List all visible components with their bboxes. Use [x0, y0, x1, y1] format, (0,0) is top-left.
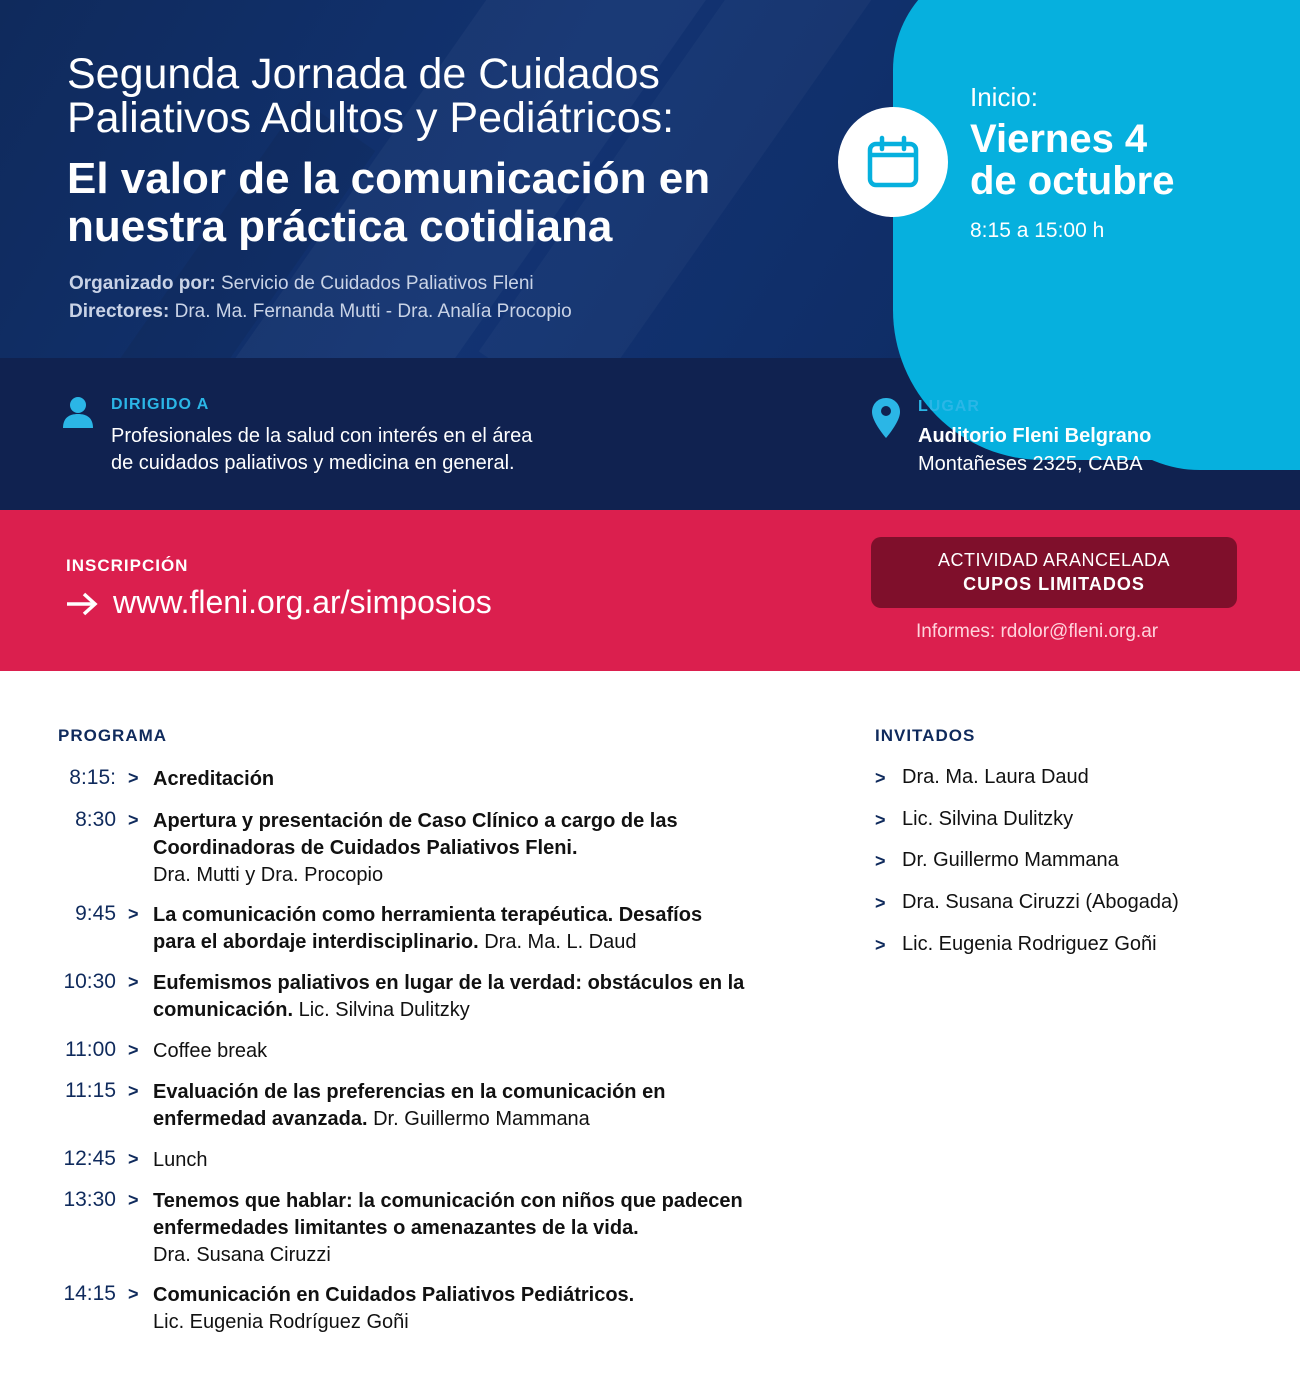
program-topic: Evaluación de las preferencias en la comunicación en	[153, 1081, 666, 1103]
program-text	[153, 902, 843, 956]
program-text	[153, 808, 843, 889]
audience-text	[111, 423, 631, 477]
program-speaker: Lic. Silvina Dulitzky	[293, 999, 470, 1021]
chevron-right-icon: >	[128, 1081, 139, 1101]
program-speaker: Dr. Guillermo Mammana	[367, 1108, 590, 1130]
person-icon	[62, 396, 94, 428]
program-topic: Coffee break	[153, 1040, 268, 1062]
program-topic: Acreditación	[153, 768, 275, 790]
chevron-right-icon: >	[875, 935, 886, 955]
program-time: 12:45	[63, 1147, 116, 1170]
event-subtitle-line: El valor de la comunicación en	[67, 154, 711, 203]
organizer-label: Organizado por:	[69, 273, 216, 294]
chevron-right-icon: >	[128, 1284, 139, 1304]
chevron-right-icon: >	[875, 768, 886, 788]
registration-title: INSCRIPCIÓN	[66, 556, 189, 575]
calendar-badge	[838, 107, 948, 217]
program-topic: Lunch	[153, 1149, 208, 1171]
event-subtitle	[67, 155, 827, 251]
program-speaker: Dra. Ma. L. Daud	[478, 931, 637, 953]
program-time: 11:15	[65, 1079, 116, 1102]
contact-email[interactable]: Informes: rdolor@fleni.org.ar	[916, 621, 1159, 642]
guest-name: Dra. Ma. Laura Daud	[902, 766, 1089, 788]
chevron-right-icon: >	[128, 1149, 139, 1169]
guest-name: Dr. Guillermo Mammana	[902, 849, 1119, 871]
program-text	[153, 766, 843, 793]
directors-value: Dra. Ma. Fernanda Mutti - Dra. Analía Procopio	[169, 301, 572, 322]
chevron-right-icon: >	[128, 972, 139, 992]
program-time: 14:15	[63, 1282, 116, 1305]
registration-link[interactable]: www.fleni.org.ar/simposios	[113, 584, 492, 620]
audience-text-line: de cuidados paliativos y medicina en general.	[111, 452, 515, 474]
program-time: 11:00	[65, 1038, 116, 1061]
guest-name: Lic. Eugenia Rodriguez Goñi	[902, 933, 1157, 955]
program-title: PROGRAMA	[58, 726, 168, 745]
fee-notice-line: CUPOS LIMITADOS	[963, 574, 1145, 594]
audience-title: DIRIGIDO A	[111, 396, 210, 413]
chevron-right-icon: >	[128, 810, 139, 830]
start-date-line: Viernes 4	[970, 117, 1148, 161]
start-label: Inicio:	[970, 82, 1038, 112]
program-speaker: Dra. Mutti y Dra. Procopio	[153, 864, 384, 886]
calendar-icon	[865, 134, 921, 190]
program-speaker: Lic. Eugenia Rodríguez Goñi	[153, 1311, 409, 1333]
chevron-right-icon: >	[875, 893, 886, 913]
program-text	[153, 1079, 843, 1133]
program-text	[153, 1147, 843, 1174]
program-topic: comunicación.	[153, 999, 294, 1021]
program-topic: para el abordaje interdisciplinario.	[153, 931, 479, 953]
start-date	[970, 118, 1270, 202]
guests-title: INVITADOS	[875, 726, 976, 745]
program-topic: Comunicación en Cuidados Paliativos Pediátricos.	[153, 1284, 635, 1306]
program-text	[153, 970, 843, 1024]
program-time: 9:45	[75, 902, 116, 925]
program-speaker: Dra. Susana Ciruzzi	[153, 1244, 331, 1266]
event-title-line: Paliativos Adultos y Pediátricos:	[67, 94, 675, 142]
program-topic: enfermedad avanzada.	[153, 1108, 368, 1130]
program-topic: Tenemos que hablar: la comunicación con niños que padecen	[153, 1190, 743, 1212]
fee-notice-line: ACTIVIDAD ARANCELADA	[937, 550, 1171, 570]
chevron-right-icon: >	[128, 768, 139, 788]
program-time: 10:30	[63, 970, 116, 993]
program-text	[153, 1038, 843, 1065]
location-address: Montañeses 2325, CABA	[918, 453, 1143, 475]
guest-name: Lic. Silvina Dulitzky	[902, 808, 1074, 830]
arrow-right-icon	[65, 591, 99, 617]
chevron-right-icon: >	[875, 810, 886, 830]
program-text	[153, 1282, 843, 1336]
program-topic: enfermedades limitantes o amenazantes de la vida.	[153, 1217, 639, 1239]
program-topic: Apertura y presentación de Caso Clínico a cargo de las	[153, 810, 678, 832]
directors-label: Directores:	[69, 301, 170, 322]
guest-name: Dra. Susana Ciruzzi (Abogada)	[902, 891, 1179, 913]
chevron-right-icon: >	[875, 851, 886, 871]
chevron-right-icon: >	[128, 904, 139, 924]
program-topic: La comunicación como herramienta terapéutica. Desafíos	[153, 904, 703, 926]
event-title	[67, 52, 827, 140]
audience-text-line: Profesionales de la salud con interés en el área	[111, 425, 533, 447]
program-time: 8:15:	[69, 766, 116, 789]
location-title: LUGAR	[918, 398, 980, 415]
program-topic: Coordinadoras de Cuidados Paliativos Fleni.	[153, 837, 578, 859]
program-time: 13:30	[63, 1188, 116, 1211]
map-pin-icon	[872, 398, 900, 438]
program-topic: Eufemismos paliativos en lugar de la verdad: obstáculos en la	[153, 972, 745, 994]
program-time: 8:30	[75, 808, 116, 831]
program-text	[153, 1188, 843, 1269]
start-date-line: de octubre	[970, 159, 1175, 203]
directors-line	[69, 301, 572, 323]
event-title-line: Segunda Jornada de Cuidados	[67, 50, 660, 98]
chevron-right-icon: >	[128, 1040, 139, 1060]
fee-notice	[871, 537, 1237, 608]
location-name: Auditorio Fleni Belgrano	[918, 425, 1152, 447]
start-time: 8:15 a 15:00 h	[970, 219, 1105, 242]
event-subtitle-line: nuestra práctica cotidiana	[67, 202, 613, 251]
chevron-right-icon: >	[128, 1190, 139, 1210]
organizer-line	[69, 273, 534, 295]
organizer-value: Servicio de Cuidados Paliativos Fleni	[215, 273, 534, 294]
